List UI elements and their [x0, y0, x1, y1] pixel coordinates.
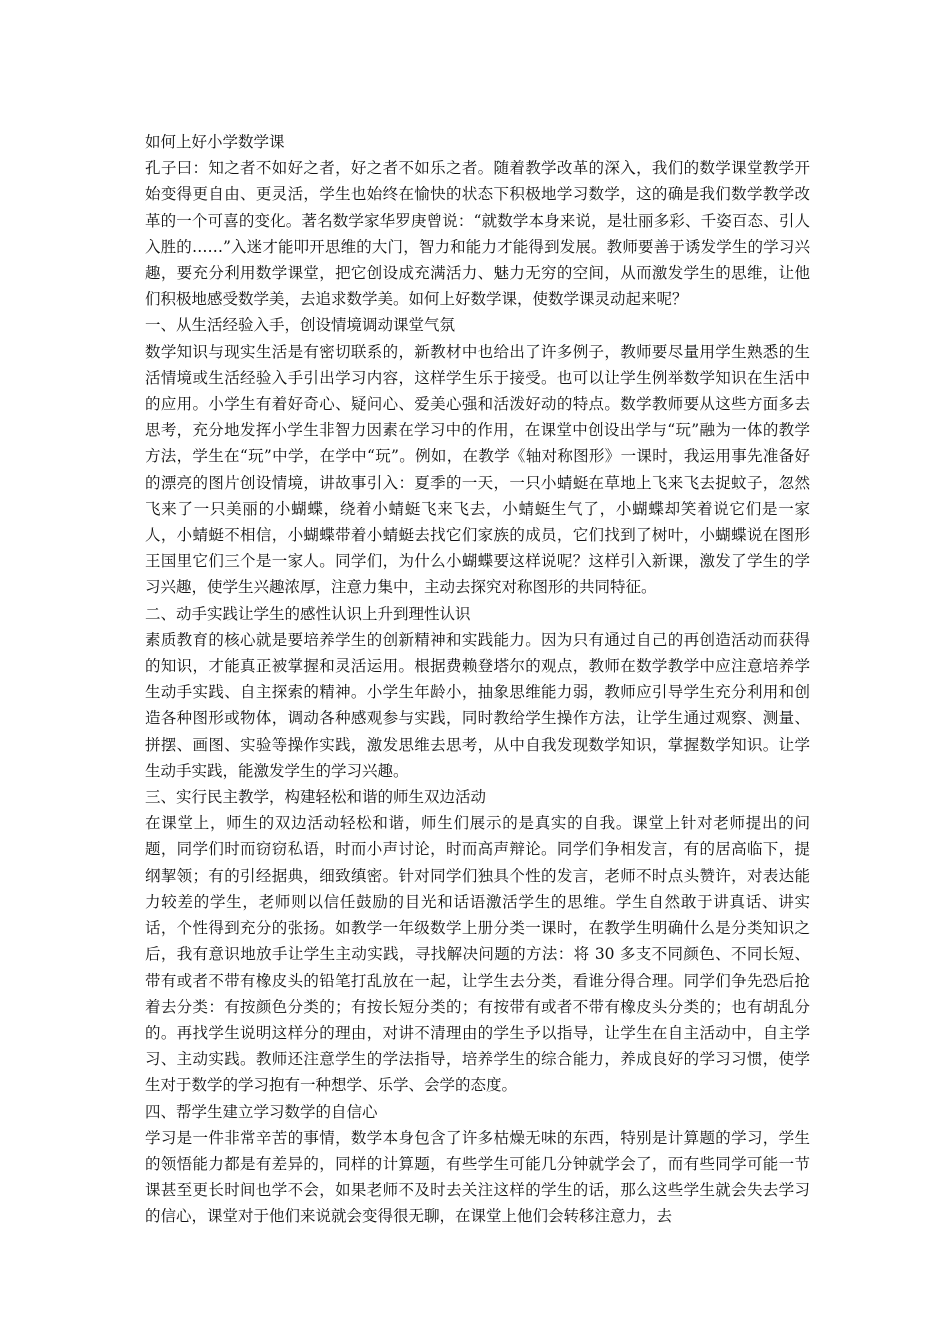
document-body	[145, 129, 810, 1230]
section-body-3: 在课堂上，师生的双边活动轻松和谐，师生们展示的是真实的自我。课堂上针对老师提出的问题，同学们时而窃窃私语，时而小声讨论，时而高声辩论。同学们争相发言，有的居高临下，提纲挈领；有的引经据典，细致缜密。针对同学们独具个性的发言，老师不时点头赞许，对表达能力较差的学生，老师则以信任鼓励的目光和话语激活学生的思维。学生自然敢于讲真话、讲实话，个性得到充分的张扬。如教学一年级数学上册分类一课时，在教学生明确什么是分类知识之后，我有意识地放手让学生主动实践，寻找解决问题的方法：将 30 多支不同颜色、不同长短、带有或者不带有橡皮头的铅笔打乱放在一起，让学生去分类，看谁分得合理。同学们争先恐后抢着去分类：有按颜色分类的；有按长短分类的；有按带有或者不带有橡皮头分类的；也有胡乱分的。再找学生说明这样分的理由，对讲不清理由的学生予以指导，让学生在自主活动中，自主学习、主动实践。教师还注意学生的学法指导，培养学生的综合能力，养成良好的学习习惯，使学生对于数学的学习抱有一种想学、乐学、会学的态度。	[145, 814, 810, 1095]
section-body-1: 数学知识与现实生活是有密切联系的，新教材中也给出了许多例子，教师要尽量用学生熟悉的生活情境或生活经验入手引出学习内容，这样学生乐于接受。也可以让学生例举数学知识在生活中的应用。小学生有着好奇心、疑问心、爱美心强和活泼好动的特点。数学教师要从这些方面多去思考，充分地发挥小学生非智力因素在学习中的作用，在课堂中创设出学与“玩”融为一体的教学方法，学生在“玩”中学，在学中“玩”。例如，在教学《轴对称图形》一课时，我运用事先准备好的漂亮的图片创设情境，讲故事引入：夏季的一天，一只小蜻蜓在草地上飞来飞去捉蚊子，忽然飞来了一只美丽的小蝴蝶，绕着小蜻蜓飞来飞去，小蜻蜓生气了，小蝴蝶却笑着说它们是一家人，小蜻蜓不相信，小蝴蝶带着小蜻蜓去找它们家族的成员，它们找到了树叶，小蝴蝶说在图形王国里它们三个是一家人。同学们，为什么小蝴蝶要这样说呢？这样引入新课，激发了学生的学习兴趣，使学生兴趣浓厚，注意力集中，主动去探究对称图形的共同特征。	[145, 342, 810, 597]
section-heading-2: 二、动手实践让学生的感性认识上升到理性认识	[145, 604, 471, 623]
section-heading-1: 一、从生活经验入手，创设情境调动课堂气氛	[145, 316, 456, 335]
section-heading-3: 三、实行民主教学，构建轻松和谐的师生双边活动	[145, 788, 487, 807]
intro-paragraph: 孔子曰：知之者不如好之者，好之者不如乐之者。随着教学改革的深入，我们的数学课堂教学开始变得更自由、更灵活，学生也始终在愉快的状态下积极地学习数学，这的确是我们数学教学改革的一个可喜的变化。著名数学家华罗庚曾说：“就数学本身来说，是壮丽多彩、千姿百态、引人入胜的……”入迷才能叩开思维的大门，智力和能力才能得到发展。教师要善于诱发学生的学习兴趣，要充分利用数学课堂，把它创设成充满活力、魅力无穷的空间，从而激发学生的思维，让他们积极地感受数学美，去追求数学美。如何上好数学课，使数学课灵动起来呢？	[145, 159, 810, 309]
section-body-4: 学习是一件非常辛苦的事情，数学本身包含了许多枯燥无味的东西，特别是计算题的学习，学生的领悟能力都是有差异的，同样的计算题，有些学生可能几分钟就学会了，而有些同学可能一节课甚至更长时间也学不会，如果老师不及时去关注这样的学生的话，那么这些学生就会失去学习的信心，课堂对于他们来说就会变得很无聊，在课堂上他们会转移注意力，去	[145, 1128, 810, 1226]
document-title: 如何上好小学数学课	[145, 133, 285, 151]
section-heading-4: 四、帮学生建立学习数学的自信心	[145, 1102, 378, 1121]
section-body-2: 素质教育的核心就是要培养学生的创新精神和实践能力。因为只有通过自己的再创造活动而获得的知识，才能真正被掌握和灵活运用。根据费赖登塔尔的观点，教师在数学教学中应注意培养学生动手实践、自主探索的精神。小学生年龄小，抽象思维能力弱，教师应引导学生充分利用和创造各种图形或物体，调动各种感观参与实践，同时教给学生操作方法，让学生通过观察、测量、拼摆、画图、实验等操作实践，激发思维去思考，从中自我发现数学知识，掌握数学知识。让学生动手实践，能激发学生的学习兴趣。	[145, 630, 810, 780]
